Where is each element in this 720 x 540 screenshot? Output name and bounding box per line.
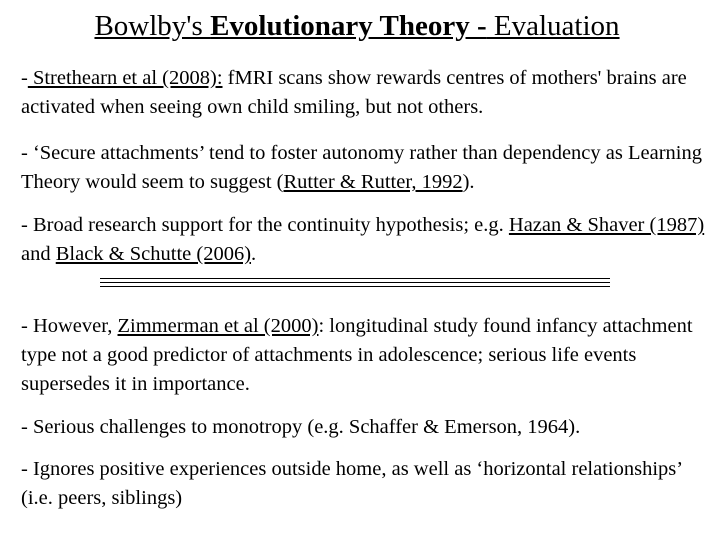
point-strethearn	[21, 64, 711, 122]
divider-line	[100, 286, 610, 287]
point-text: fMRI scans show rewards centres of mothers' brains are activated when seeing own child smiling, but not others.	[21, 67, 687, 118]
point-horizontal-relationships	[21, 455, 711, 513]
title-suffix: Evaluation	[486, 10, 620, 42]
ref-black-schutte: Black & Schutte (2006)	[55, 243, 252, 265]
ref-hazan-shaver: Hazan & Shaver (1987)	[508, 214, 705, 236]
point-text: .	[251, 243, 257, 265]
point-text: - Serious challenges to monotropy (e.g. Schaffer & Emerson, 1964).	[21, 416, 581, 438]
point-text: ).	[462, 171, 475, 193]
point-text: - Broad research support for the continuity hypothesis; e.g.	[21, 214, 509, 236]
point-text: - However,	[21, 315, 118, 337]
title-bold: Evolutionary Theory -	[210, 10, 487, 42]
point-monotropy	[21, 413, 711, 442]
ref-zimmerman: Zimmerman et al (2000)	[117, 315, 319, 337]
divider-line	[100, 278, 610, 279]
point-text: and	[21, 243, 56, 265]
ref-strethearn: Strethearn et al (2008):	[27, 67, 223, 89]
point-secure-attachments	[21, 139, 711, 197]
point-text: - ‘Secure attachments’ tend to foster autonomy rather than dependency as Learning Theory would seem to suggest (	[21, 142, 702, 193]
point-dash: -	[21, 67, 28, 89]
point-zimmerman	[21, 312, 711, 399]
divider-line	[100, 282, 610, 283]
point-continuity-hypothesis	[21, 211, 711, 269]
title-prefix: Bowlby's	[94, 10, 211, 42]
point-text: - Ignores positive experiences outside home, as well as ‘horizontal relationships’ (i.e. peers, siblings)	[21, 458, 682, 509]
slide-title	[0, 8, 714, 44]
point-text: : longitudinal study found infancy attachment type not a good predictor of attachments in adolescence; serious life events supersedes it in importance.	[21, 315, 693, 395]
ref-rutter: Rutter & Rutter, 1992	[283, 171, 463, 193]
